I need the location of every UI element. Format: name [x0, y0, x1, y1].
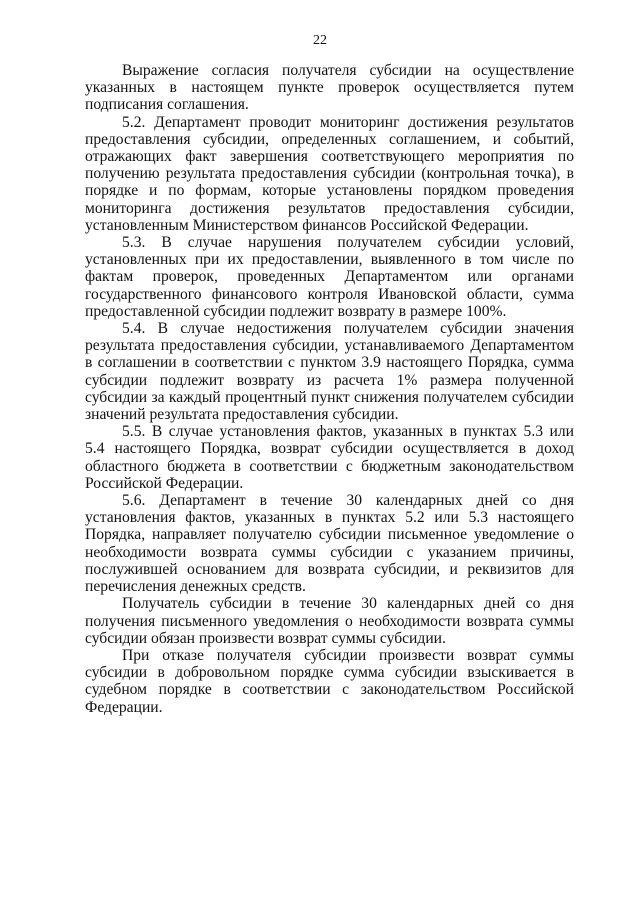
paragraph-recipient-obligation: Получатель субсидии в течение 30 календарных дней со дня получения письменного уведомления о необходимости возврата суммы субсидии обязан произвести возврат суммы субсидии. [85, 595, 574, 647]
paragraph-5-2-monitoring: 5.2. Департамент проводит мониторинг достижения результатов предоставления субсидии, определенных соглашением, и событий, отражающих факт завершения соответствующего мероприятия по получению результата предоставления субсидии (контрольная точка), в порядке и по формам, которые установлены порядком проведения мониторинга достижения результатов предоставления субсидии, установленным Министерством финансов Российской Федерации. [85, 113, 574, 234]
document-body [85, 62, 574, 716]
paragraph-judicial-recovery: При отказе получателя субсидии произвести возврат суммы субсидии в добровольном порядке сумма субсидии взыскивается в судебном порядке в соответствии с законодательством Российской Федерации. [85, 646, 574, 716]
paragraph-5-5-budget-return: 5.5. В случае установления фактов, указанных в пунктах 5.3 или 5.4 настоящего Порядка, возврат субсидии осуществляется в доход областного бюджета в соответствии с бюджетным законодательством Российской Федерации. [85, 423, 574, 492]
paragraph-5-3-violation-refund: 5.3. В случае нарушения получателем субсидии условий, установленных при их предоставлении, выявленного в том числе по фактам проверок, проведенных Департаментом или органами государственного финансового контроля Ивановской области, сумма предоставленной субсидии подлежит возврату в размере 100%. [85, 234, 574, 320]
page-number: 22 [313, 33, 327, 48]
paragraph-verification-consent: Выражение согласия получателя субсидии на осуществление указанных в настоящем пункте проверок осуществляется путем подписания соглашения. [85, 62, 574, 114]
paragraph-5-4-shortfall-refund: 5.4. В случае недостижения получателем субсидии значения результата предоставления субсидии, устанавливаемого Департаментом в соглашении в соответствии с пунктом 3.9 настоящего Порядка, сумма субсидии подлежит возврату из расчета 1% размера полученной субсидии за каждый процентный пункт снижения получателем субсидии значений результата предоставления субсидии. [85, 320, 574, 424]
paragraph-5-6-notification: 5.6. Департамент в течение 30 календарных дней со дня установления фактов, указанных в пунктах 5.2 или 5.3 настоящего Порядка, направляет получателю субсидии письменное уведомление о необходимости возврата суммы субсидии с указанием причины, послужившей основанием для возврата субсидии, и реквизитов для перечисления денежных средств. [85, 492, 574, 596]
